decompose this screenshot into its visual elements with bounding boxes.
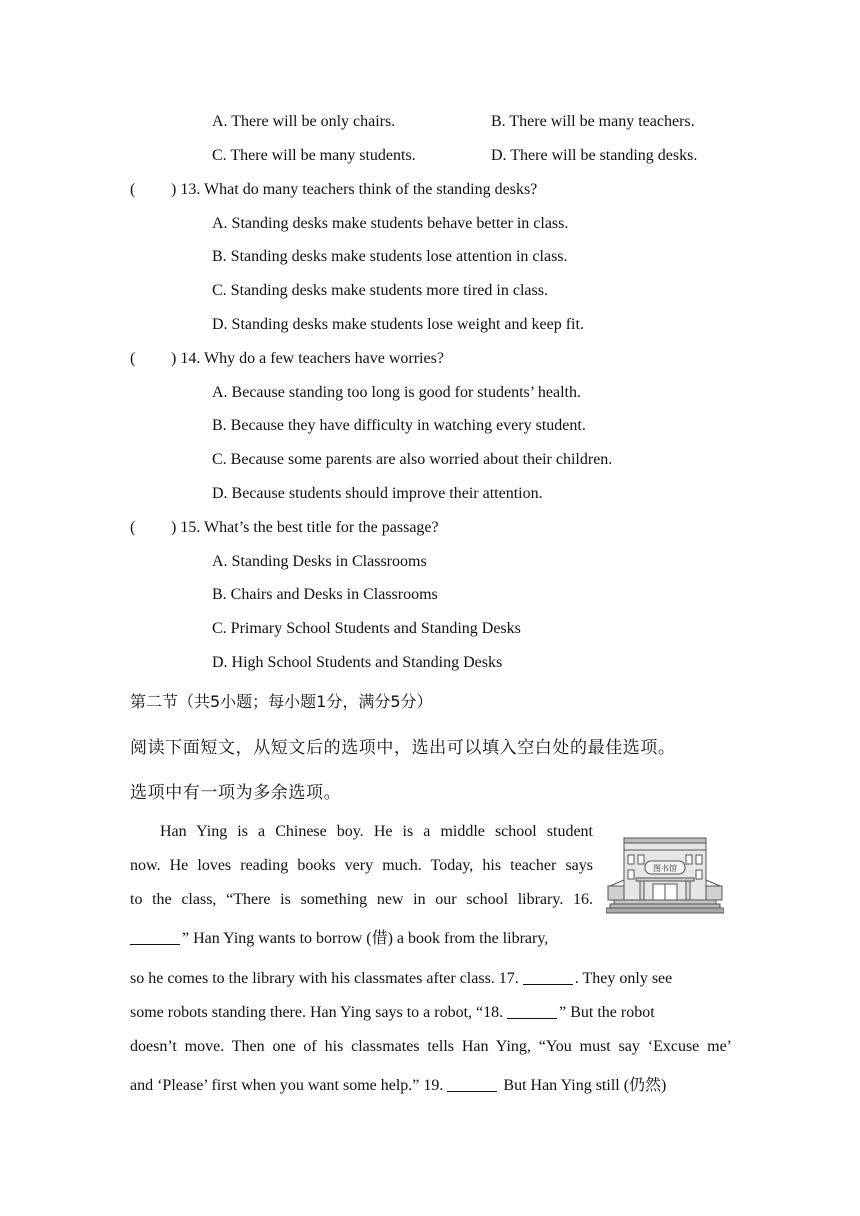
q15-stem: ) 15. What’s the best title for the passage? bbox=[171, 519, 439, 536]
passage-line-3: to the class, “There is something new in our school library. 16. bbox=[130, 891, 593, 908]
passage-line-6 bbox=[130, 1003, 655, 1023]
q14-option-c: C. Because some parents are also worried about their children. bbox=[212, 451, 613, 468]
q14-option-a: A. Because standing too long is good for students’ health. bbox=[212, 384, 581, 401]
passage-line-4-text: ” Han Ying wants to borrow (借) a book from the library, bbox=[182, 930, 549, 947]
passage-line-4 bbox=[130, 929, 548, 949]
q15-option-c: C. Primary School Students and Standing Desks bbox=[212, 620, 521, 637]
passage-line-7: doesn’t move. Then one of his classmates tells Han Ying, “You must say ‘Excuse me’ bbox=[130, 1038, 732, 1055]
library-sign-text: 图书馆 bbox=[653, 864, 677, 873]
q15-option-a: A. Standing Desks in Classrooms bbox=[212, 553, 427, 570]
library-building-icon bbox=[606, 836, 724, 920]
q13-answer-paren: ( bbox=[130, 181, 136, 198]
answer-blank-18[interactable] bbox=[507, 1004, 557, 1019]
q14-stem: ) 14. Why do a few teachers have worries? bbox=[171, 350, 444, 367]
q15-answer-paren: ( bbox=[130, 519, 136, 536]
q14-answer-paren: ( bbox=[130, 350, 136, 367]
passage-line-5 bbox=[130, 969, 672, 989]
passage-line-1: Han Ying is a Chinese boy. He is a middle school student bbox=[160, 823, 593, 840]
passage-line-6-text: some robots standing there. Han Ying says to a robot, “18. bbox=[130, 1004, 504, 1021]
passage-line-6-end: ” But the robot bbox=[559, 1004, 655, 1021]
q14-option-b: B. Because they have difficulty in watching every student. bbox=[212, 417, 586, 434]
q12-option-c: C. There will be many students. bbox=[212, 147, 416, 164]
passage-line-5-end: . They only see bbox=[574, 970, 673, 987]
passage-line-8 bbox=[130, 1076, 666, 1096]
instruction-line-2: 选项中有一项为多余选项。 bbox=[130, 783, 342, 803]
q12-option-b: B. There will be many teachers. bbox=[491, 113, 695, 130]
section-heading: 第二节（共5小题；每小题1分，满分5分） bbox=[130, 692, 433, 711]
q13-option-a: A. Standing desks make students behave better in class. bbox=[212, 215, 569, 232]
passage-line-2: now. He loves reading books very much. Today, his teacher says bbox=[130, 857, 593, 874]
answer-blank-17[interactable] bbox=[523, 970, 573, 985]
q12-option-a: A. There will be only chairs. bbox=[212, 113, 396, 130]
passage-line-8-text: and ‘Please’ first when you want some help.” 19. bbox=[130, 1077, 444, 1094]
q13-option-b: B. Standing desks make students lose attention in class. bbox=[212, 248, 568, 265]
q14-option-d: D. Because students should improve their attention. bbox=[212, 485, 543, 502]
answer-blank-19[interactable] bbox=[447, 1077, 497, 1092]
q13-stem: ) 13. What do many teachers think of the standing desks? bbox=[171, 181, 538, 198]
q13-option-d: D. Standing desks make students lose weight and keep fit. bbox=[212, 316, 584, 333]
q15-option-d: D. High School Students and Standing Desks bbox=[212, 654, 503, 671]
instruction-line-1: 阅读下面短文，从短文后的选项中，选出可以填入空白处的最佳选项。 bbox=[130, 738, 676, 758]
q13-option-c: C. Standing desks make students more tired in class. bbox=[212, 282, 548, 299]
q15-option-b: B. Chairs and Desks in Classrooms bbox=[212, 586, 438, 603]
passage-line-5-text: so he comes to the library with his classmates after class. 17. bbox=[130, 970, 519, 987]
answer-blank-16[interactable] bbox=[130, 930, 180, 945]
q12-option-d: D. There will be standing desks. bbox=[491, 147, 698, 164]
passage-line-8-end: But Han Ying still (仍然) bbox=[503, 1077, 667, 1094]
